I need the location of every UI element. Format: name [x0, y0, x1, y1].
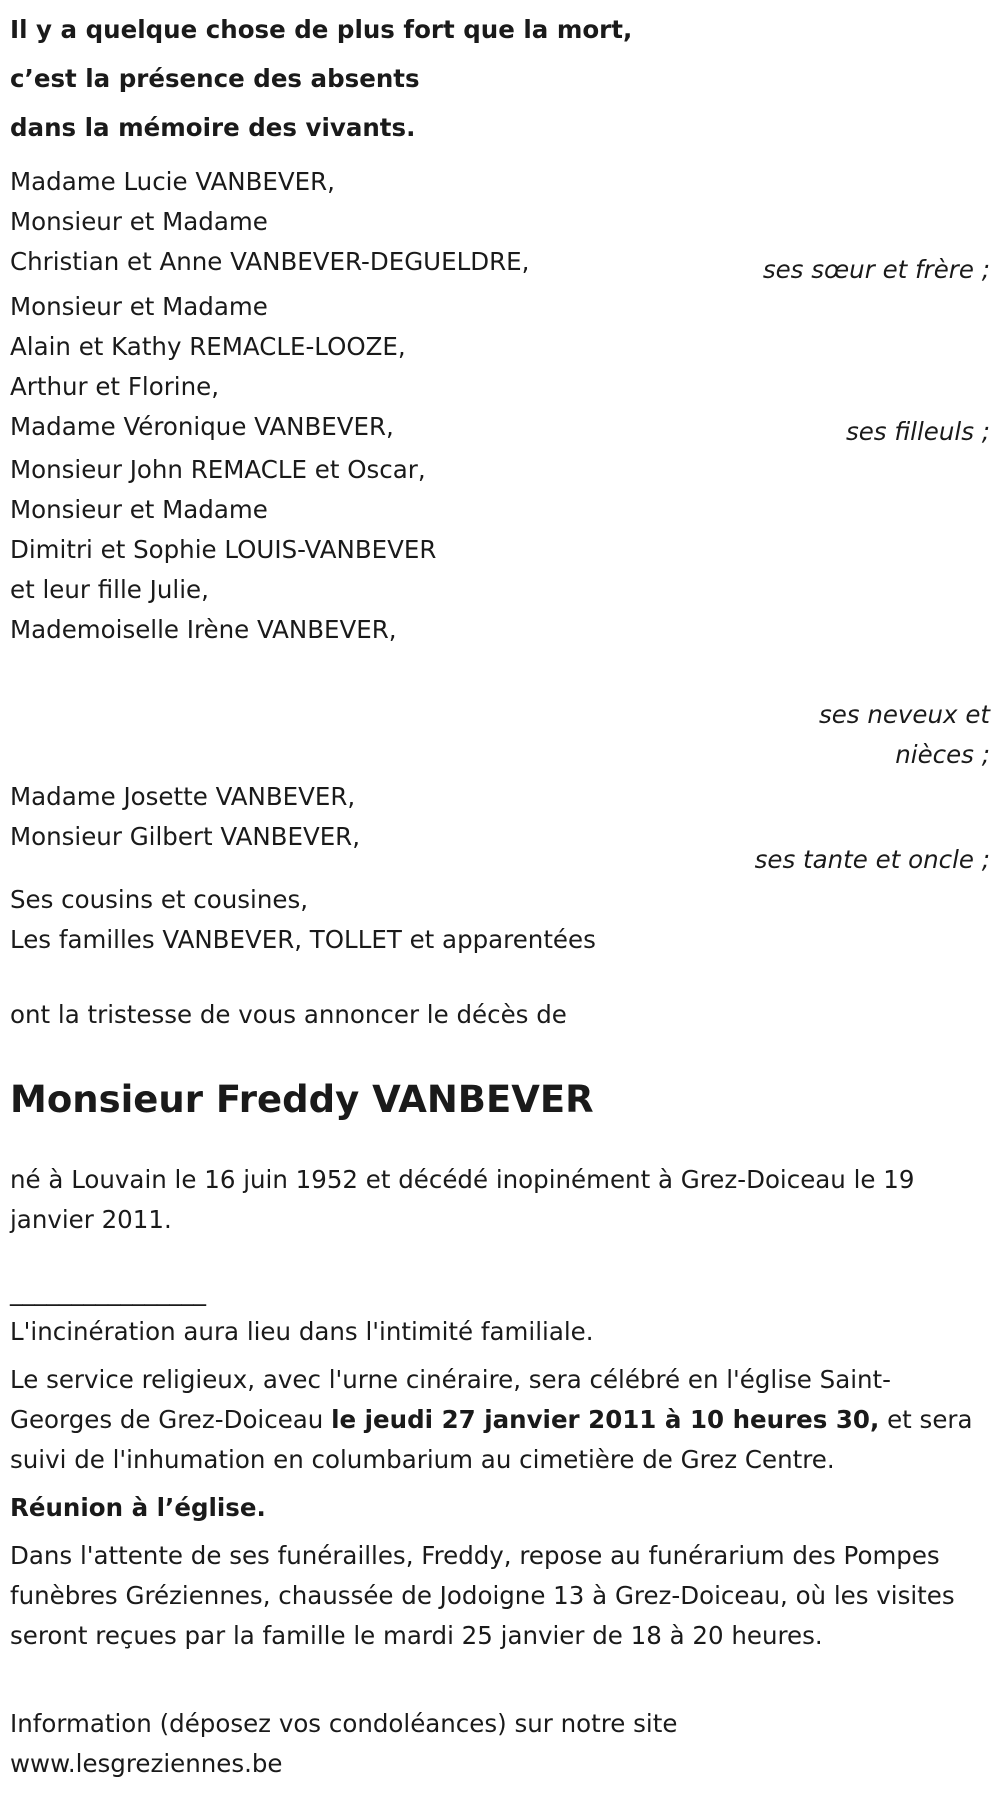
relation-nephews-line2: nièces ; [895, 740, 990, 769]
service-date-highlight: le jeudi 27 janvier 2011 à 10 heures 30, [331, 1405, 880, 1434]
quote-line: c’est la présence des absents [10, 64, 420, 93]
family-line: Madame Lucie VANBEVER, [10, 167, 335, 196]
deceased-name: Monsieur Freddy VANBEVER [10, 1078, 594, 1121]
family-line: Monsieur et Madame [10, 292, 268, 321]
relation-aunt-uncle: ses tante et oncle ; [754, 845, 990, 874]
relation-nephews-line1: ses neveux et [818, 700, 990, 729]
relation-godchildren: ses filleuls ; [845, 417, 990, 446]
visitation-text: Dans l'attente de ses funérailles, Freddy, repose au funérarium des Pompes funèbres Gréziennes, chaussée de Jodoigne 13 à Grez-Doiceau, où les visites seront reçues par la famille le mardi 25 janvier de 18 à 20 heures. [10, 1541, 955, 1650]
family-line: Alain et Kathy REMACLE-LOOZE, [10, 332, 406, 361]
family-line: Mademoiselle Irène VANBEVER, [10, 615, 397, 644]
family-line: Monsieur et Madame [10, 495, 268, 524]
family-group-nephews [10, 450, 990, 650]
service-text-before: Le service religieux, avec l'urne cinéraire, sera célébré en l'église Saint-Georges de Grez-Doiceau [10, 1365, 892, 1434]
family-line: Dimitri et Sophie LOUIS-VANBEVER [10, 535, 437, 564]
cremation-text: L'incinération aura lieu dans l'intimité familiale. [10, 1317, 594, 1346]
separator-line: ________________ [10, 1277, 206, 1306]
family-line: et leur fille Julie, [10, 575, 209, 604]
meeting-note: Réunion à l’église. [10, 1493, 266, 1522]
family-group-godchildren [10, 287, 990, 447]
family-line: Monsieur Gilbert VANBEVER, [10, 822, 360, 851]
family-group-cousins [10, 880, 990, 960]
quote-line: Il y a quelque chose de plus fort que la mort, [10, 15, 633, 44]
family-line: Christian et Anne VANBEVER-DEGUELDRE, [10, 247, 530, 276]
relation-siblings: ses sœur et frère ; [762, 255, 990, 284]
family-line: Madame Véronique VANBEVER, [10, 412, 394, 441]
family-line: Monsieur John REMACLE et Oscar, [10, 455, 426, 484]
family-line: Monsieur et Madame [10, 207, 268, 236]
service-text-after: et sera suivi de l'inhumation en columbarium au cimetière de Grez Centre. [10, 1405, 973, 1474]
announcement-text: ont la tristesse de vous annoncer le décès de [10, 1000, 567, 1029]
birth-death-text: né à Louvain le 16 juin 1952 et décédé inopinément à Grez-Doiceau le 19 janvier 2011. [10, 1165, 915, 1234]
family-line: Ses cousins et cousines, [10, 885, 308, 914]
opening-quote [10, 5, 632, 152]
family-line: Madame Josette VANBEVER, [10, 782, 356, 811]
family-line: Les familles VANBEVER, TOLLET et apparentées [10, 925, 596, 954]
service-text [10, 1360, 985, 1480]
family-line: Arthur et Florine, [10, 372, 219, 401]
info-text: Information (déposez vos condoléances) sur notre site www.lesgreziennes.be [10, 1709, 678, 1778]
quote-line: dans la mémoire des vivants. [10, 113, 416, 142]
